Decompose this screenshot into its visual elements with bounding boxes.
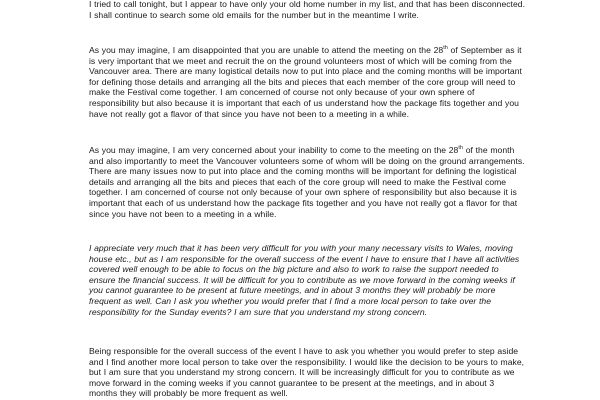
paragraph-call-attempt: I tried to call tonight, but I appear to have only your old home number in my list, and that has been disconnected. I shall continue to search some old emails for the number but in the meantime I write. (89, 0, 525, 20)
paragraph-concern: As you may imagine, I am very concerned about your inability to come to the meeting on the 28th of the month and also importantly to meet the Vancouver volunteers some of whom will be doing on the ground arrangements. There are many issues now to put into place and the coming months will be important for defining the logistical details and arranging all the bits and pieces that each of the core group will need to make the Festival come together. I am concerned of course not only because of your own sphere of responsibility but also because it is important that each of us understand how the package fits together and you have not really got a flavor for that since you have not been to a meeting in a while. (89, 145, 525, 219)
paragraph-appreciation: I appreciate very much that it has been very difficult for you with your many necessary visits to Wales, moving house etc., but as I am responsible for the overall success of the event I have to ensure that I have all activities covered well enough to be able to focus on the big picture and also to work to raise the support needed to ensure the financial success. It will be difficult for you to contribute as we move forward in the coming weeks if you cannot guarantee to be present at future meetings, and in about 3 months they will probably be more frequent as well. Can I ask you whether you would prefer that I find a more local person to take over the responsibility for the Sunday events? I am sure that you understand my strong concern. (89, 243, 520, 317)
paragraph-disappointment: As you may imagine, I am disappointed that you are unable to attend the meeting on the 28th of September as it is very important that we meet and recruit the on the ground volunteers most of which will be coming from the Vancouver area. There are many logistical details now to put into place and the coming months will be important for defining those details and arranging all the bits and pieces that each member of the core group will need to make the Festival come together. I am concerned of course not only because of your own sphere of responsibility but also because it is important that each of us understand how the package fits together and you have not really got a flavor of that since you have not been to a meeting in a while. (89, 45, 522, 119)
ordinal-suffix: th (458, 145, 463, 152)
ordinal-suffix: th (443, 45, 448, 52)
paragraph-responsibility: Being responsible for the overall success of the event I have to ask you whether you would prefer to step aside and I find another more local person to take over the responsibility. I would like the decision to be yours to make, but I am sure that you understand my strong concern. It will be increasingly difficult for you to contribute as we move forward in the coming weeks if you cannot guarantee to be present at the meetings, and in about 3 months they will probably be more frequent as well. (89, 346, 525, 399)
